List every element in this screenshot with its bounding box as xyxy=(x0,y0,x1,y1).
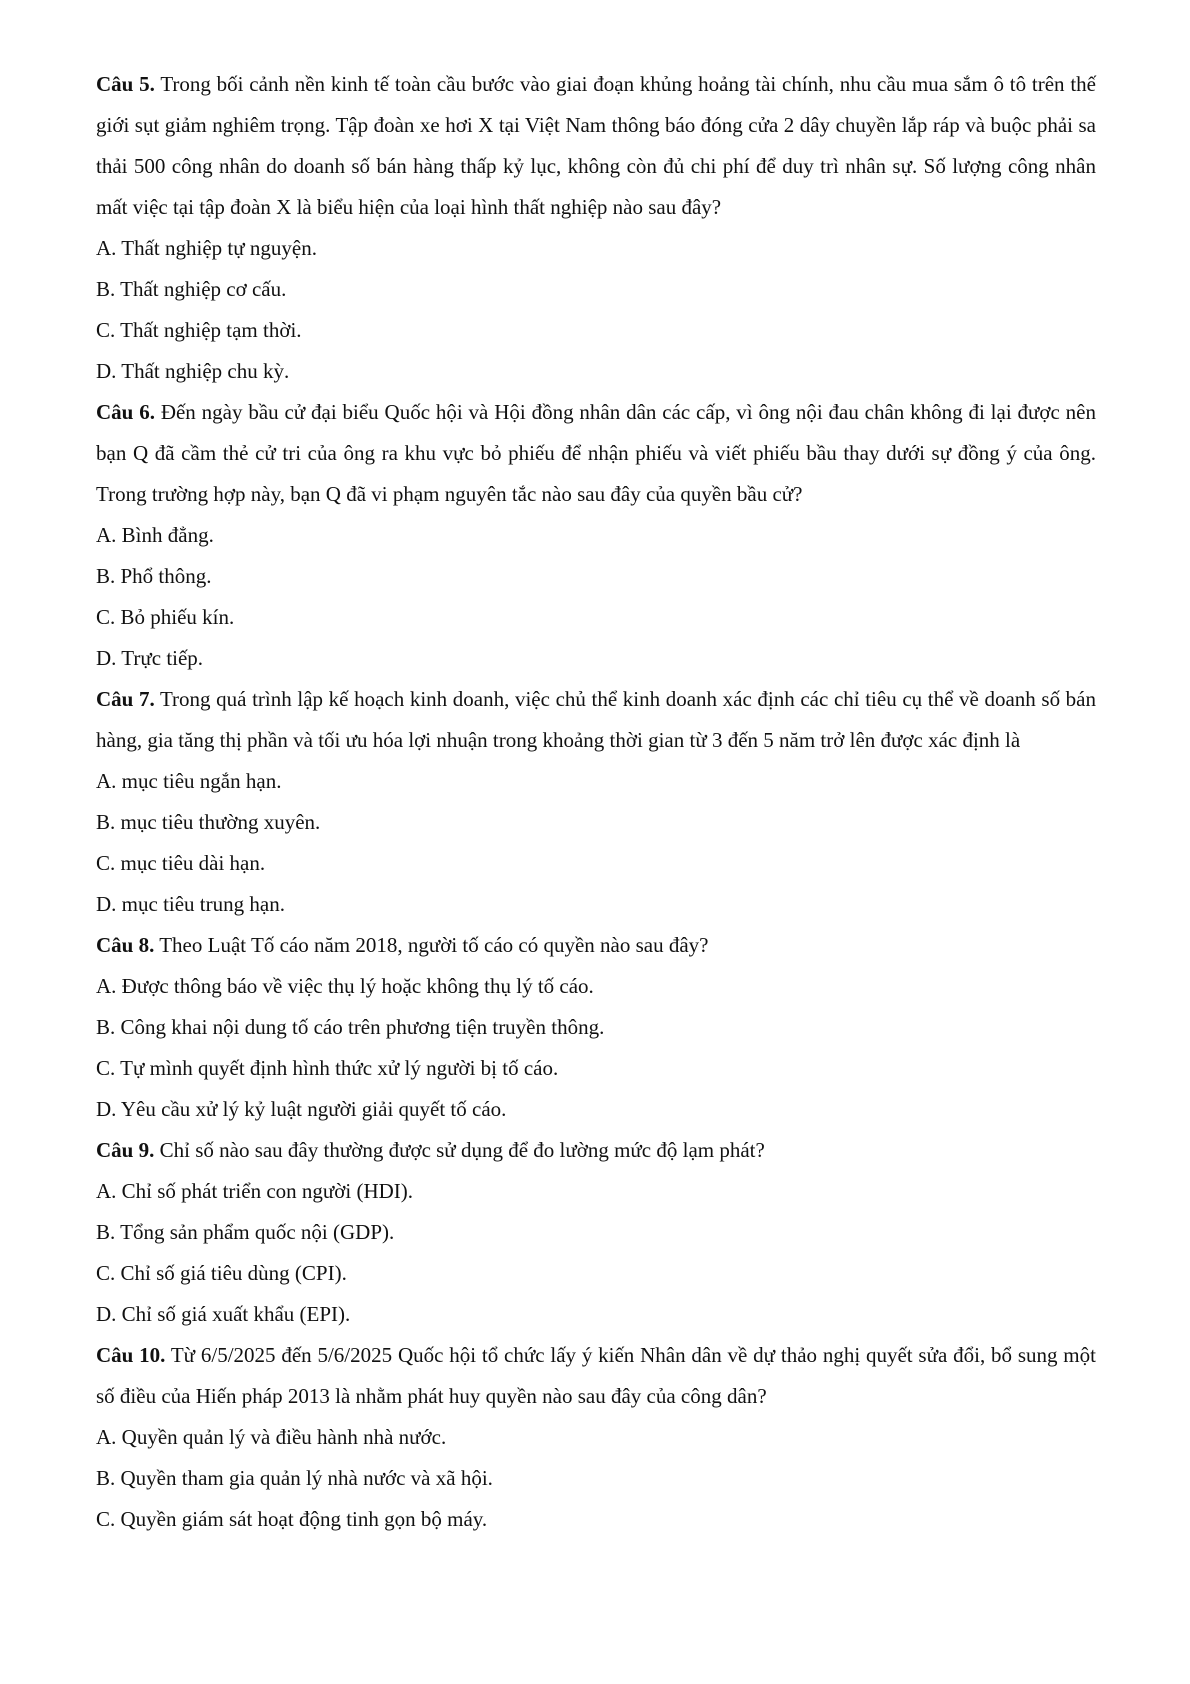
question-number: Câu 7. xyxy=(96,687,155,711)
question-text: Theo Luật Tố cáo năm 2018, người tố cáo có quyền nào sau đây? xyxy=(159,933,709,957)
question-5 xyxy=(96,64,1096,392)
option-c: C. Bỏ phiếu kín. xyxy=(96,605,235,629)
question-stem xyxy=(96,1335,1096,1417)
question-number: Câu 5. xyxy=(96,72,155,96)
option-c: C. Quyền giám sát hoạt động tinh gọn bộ máy. xyxy=(96,1507,488,1531)
question-text: Đến ngày bầu cử đại biểu Quốc hội và Hội đồng nhân dân các cấp, vì ông nội đau chân không đi lại được nên bạn Q đã cầm thẻ cử tri của ông ra khu vực bỏ phiếu để nhận phiếu và viết phiếu bầu thay dưới sự đồng ý của ông. Trong trường hợp này, bạn Q đã vi phạm nguyên tắc nào sau đây của quyền bầu cử? xyxy=(96,400,1096,506)
question-stem xyxy=(96,679,1096,761)
question-text: Từ 6/5/2025 đến 5/6/2025 Quốc hội tổ chức lấy ý kiến Nhân dân về dự thảo nghị quyết sửa đổi, bổ sung một số điều của Hiến pháp 2013 là nhằm phát huy quyền nào sau đây của công dân? xyxy=(96,1343,1096,1408)
exam-page xyxy=(96,64,1096,1540)
option-a: A. Thất nghiệp tự nguyện. xyxy=(96,236,317,260)
option-d: D. mục tiêu trung hạn. xyxy=(96,892,285,916)
option-c: C. mục tiêu dài hạn. xyxy=(96,851,266,875)
question-text: Trong quá trình lập kế hoạch kinh doanh, việc chủ thể kinh doanh xác định các chỉ tiêu cụ thể về doanh số bán hàng, gia tăng thị phần và tối ưu hóa lợi nhuận trong khoảng thời gian từ 3 đến 5 năm trở lên được xác định là xyxy=(96,687,1097,752)
option-a: A. Quyền quản lý và điều hành nhà nước. xyxy=(96,1425,447,1449)
option-b: B. Thất nghiệp cơ cấu. xyxy=(96,277,287,301)
question-stem xyxy=(96,64,1096,228)
option-a: A. mục tiêu ngắn hạn. xyxy=(96,769,282,793)
question-number: Câu 10. xyxy=(96,1343,166,1367)
question-text: Chỉ số nào sau đây thường được sử dụng để đo lường mức độ lạm phát? xyxy=(159,1138,765,1162)
question-stem xyxy=(96,1130,1096,1171)
option-b: B. Quyền tham gia quản lý nhà nước và xã hội. xyxy=(96,1466,493,1490)
question-number: Câu 6. xyxy=(96,400,155,424)
question-8 xyxy=(96,925,1096,1130)
option-a: A. Bình đẳng. xyxy=(96,523,214,547)
option-b: B. Phổ thông. xyxy=(96,564,212,588)
option-b: B. Tổng sản phẩm quốc nội (GDP). xyxy=(96,1220,395,1244)
question-9 xyxy=(96,1130,1096,1335)
option-d: D. Thất nghiệp chu kỳ. xyxy=(96,359,290,383)
option-c: C. Chỉ số giá tiêu dùng (CPI). xyxy=(96,1261,347,1285)
question-number: Câu 9. xyxy=(96,1138,155,1162)
option-b: B. mục tiêu thường xuyên. xyxy=(96,810,321,834)
option-d: D. Chỉ số giá xuất khẩu (EPI). xyxy=(96,1302,351,1326)
option-a: A. Chỉ số phát triển con người (HDI). xyxy=(96,1179,414,1203)
option-c: C. Thất nghiệp tạm thời. xyxy=(96,318,302,342)
option-a: A. Được thông báo về việc thụ lý hoặc không thụ lý tố cáo. xyxy=(96,974,594,998)
question-10 xyxy=(96,1335,1096,1540)
option-d: D. Yêu cầu xử lý kỷ luật người giải quyết tố cáo. xyxy=(96,1097,507,1121)
option-c: C. Tự mình quyết định hình thức xử lý người bị tố cáo. xyxy=(96,1056,559,1080)
question-6 xyxy=(96,392,1096,679)
question-number: Câu 8. xyxy=(96,933,155,957)
question-7 xyxy=(96,679,1096,925)
option-b: B. Công khai nội dung tố cáo trên phương tiện truyền thông. xyxy=(96,1015,605,1039)
question-text: Trong bối cảnh nền kinh tế toàn cầu bước vào giai đoạn khủng hoảng tài chính, nhu cầu mua sắm ô tô trên thế giới sụt giảm nghiêm trọng. Tập đoàn xe hơi X tại Việt Nam thông báo đóng cửa 2 dây chuyền lắp ráp và buộc phải sa thải 500 công nhân do doanh số bán hàng thấp kỷ lục, không còn đủ chi phí để duy trì nhân sự. Số lượng công nhân mất việc tại tập đoàn X là biểu hiện của loại hình thất nghiệp nào sau đây? xyxy=(96,72,1096,219)
question-stem xyxy=(96,392,1096,515)
question-stem xyxy=(96,925,1096,966)
option-d: D. Trực tiếp. xyxy=(96,646,204,670)
